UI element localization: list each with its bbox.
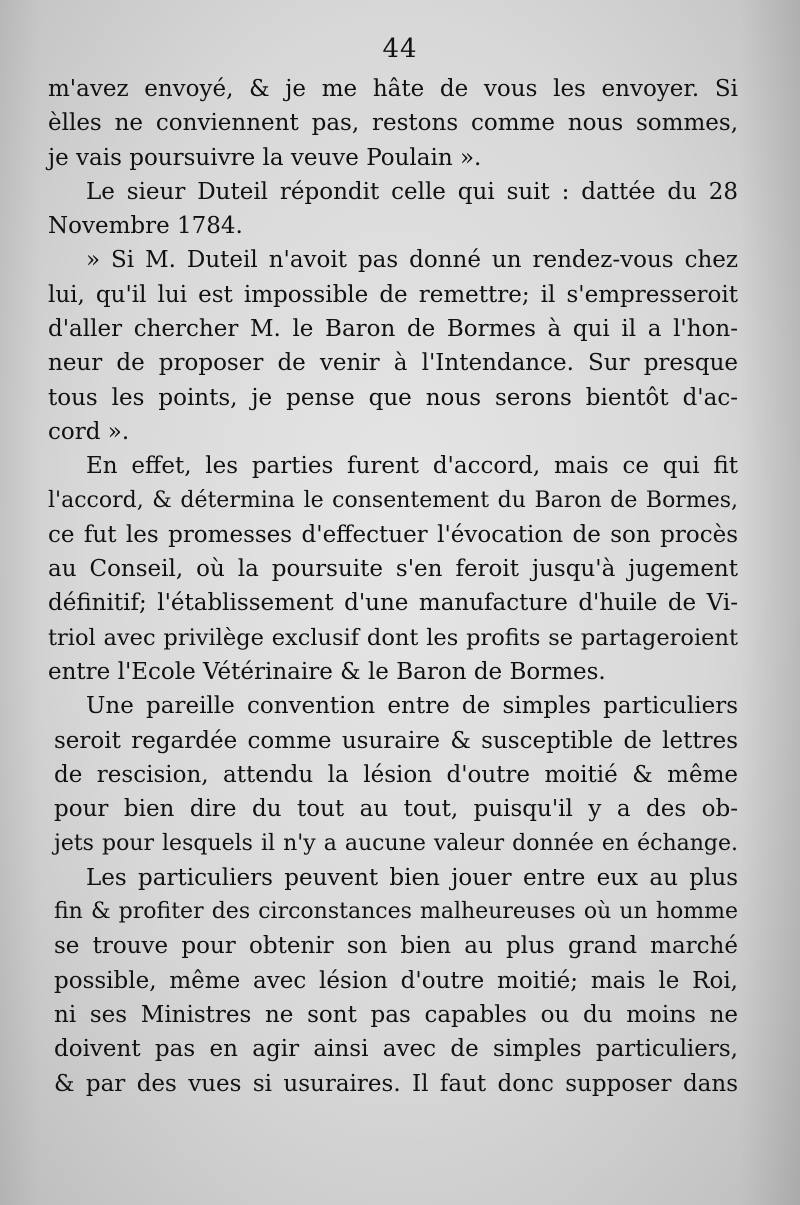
text-line: m'avez envoyé, & je me hâte de vous les envoyer. Si xyxy=(48,76,738,102)
text-line: de rescision, attendu la lésion d'outre moitié & même xyxy=(54,761,738,788)
text-line: ni ses Ministres ne sont pas capables ou du moins ne xyxy=(54,1002,738,1029)
text-line: possible, même avec lésion d'outre moitié; mais le Roi, xyxy=(54,967,738,994)
text-line: En effet, les parties furent d'accord, mais ce qui fit xyxy=(86,453,738,480)
text-line: jets pour lesquels il n'y a aucune valeur donnée en échange. xyxy=(54,830,738,856)
text-line: Novembre 1784. xyxy=(48,213,243,240)
page-shadow-right xyxy=(740,0,800,1205)
text-line: je vais poursuivre la veuve Poulain ». xyxy=(48,144,482,171)
text-line: entre l'Ecole Vétérinaire & le Baron de Bormes. xyxy=(48,659,606,686)
body-text xyxy=(48,72,738,1101)
text-line: pour bien dire du tout au tout, puisqu'il y a des ob- xyxy=(54,796,738,823)
page-number: 44 xyxy=(382,34,418,64)
text-line: triol avec privilège exclusif dont les profits se partageroient xyxy=(48,624,738,651)
text-line: au Conseil, où la poursuite s'en feroit jusqu'à jugement xyxy=(48,556,738,583)
text-line: l'accord, & détermina le consentement du Baron de Bormes, xyxy=(48,487,738,513)
text-line: & par des vues si usuraires. Il faut donc supposer dans xyxy=(54,1070,738,1097)
text-line: fin & profiter des circonstances malheureuses où un homme xyxy=(54,899,738,925)
text-line: tous les points, je pense que nous serons bientôt d'ac- xyxy=(48,384,738,411)
text-line: seroit regardée comme usuraire & susceptible de lettres xyxy=(54,727,738,754)
text-line: se trouve pour obtenir son bien au plus grand marché xyxy=(54,933,738,960)
page-shadow-left xyxy=(0,0,40,1205)
text-line: neur de proposer de venir à l'Intendance. Sur presque xyxy=(48,350,738,377)
text-line: » Si M. Duteil n'avoit pas donné un rendez-vous chez xyxy=(86,247,738,274)
text-line: èlles ne conviennent pas, restons comme nous sommes, xyxy=(48,110,738,137)
text-line: Le sieur Duteil répondit celle qui suit : dattée du 28 xyxy=(86,178,738,205)
text-line: Une pareille convention entre de simples particuliers xyxy=(86,693,738,720)
text-line: définitif; l'établissement d'une manufacture d'huile de Vi- xyxy=(48,590,738,617)
text-line: lui, qu'il lui est impossible de remettre; il s'empresseroit xyxy=(48,281,738,308)
text-line: doivent pas en agir ainsi avec de simples particuliers, xyxy=(54,1036,738,1063)
text-line: cord ». xyxy=(48,418,130,445)
text-line: Les particuliers peuvent bien jouer entre eux au plus xyxy=(86,864,738,891)
text-line: d'aller chercher M. le Baron de Bormes à qui il a l'hon- xyxy=(48,316,738,343)
text-line: ce fut les promesses d'effectuer l'évocation de son procès xyxy=(48,521,738,548)
